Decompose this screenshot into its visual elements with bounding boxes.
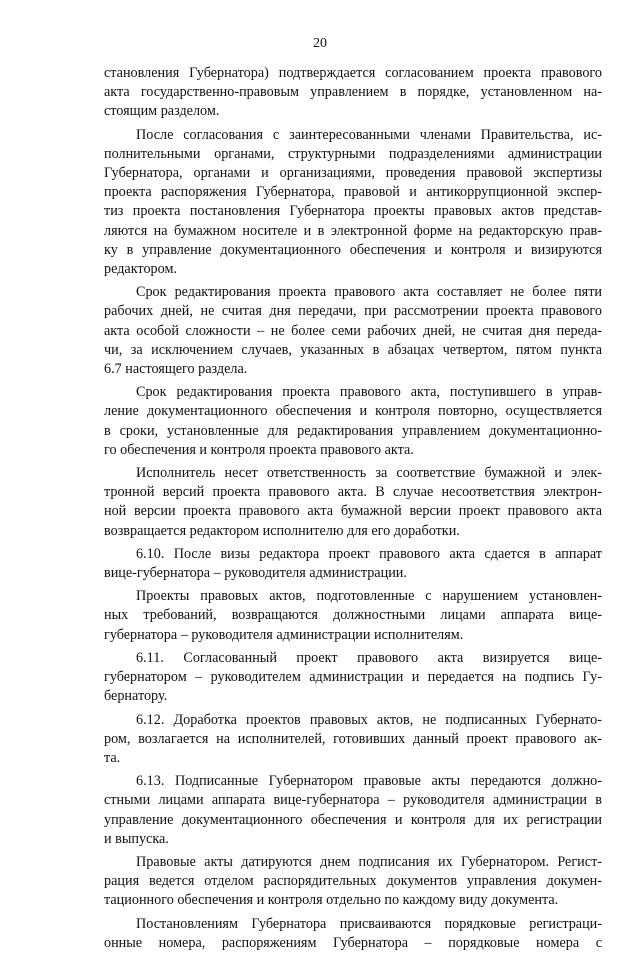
- paragraph: [104, 772, 602, 849]
- text-line: Срок редактирования проекта правового акта составляет не более пяти: [136, 284, 602, 301]
- text-line: акта особой сложности – не более семи рабочих дней, не считая дня переда-: [104, 322, 602, 339]
- paragraph: [104, 64, 602, 122]
- text-line: тиз проекта постановления Губернатора проекты правовых актов представ-: [104, 203, 602, 220]
- text-line: бернатору.: [104, 688, 168, 705]
- paragraph: [104, 126, 602, 280]
- page-number: 20: [313, 36, 327, 51]
- text-line: онные номера, распоряжениям Губернатора – порядковые номера с: [104, 934, 602, 951]
- text-line: 6.10. После визы редактора проект правового акта сдается в аппарат: [136, 545, 602, 562]
- text-line: губернатором – руководителем администрации и передается на подпись Гу-: [104, 669, 602, 686]
- paragraph: [104, 587, 602, 645]
- text-line: и выпуска.: [104, 830, 169, 847]
- text-line: стными лицами аппарата вице-губернатора – руководителя администрации в: [104, 792, 602, 809]
- paragraph: [104, 545, 602, 583]
- text-line: рабочих дней, не считая дня передачи, при рассмотрении проекта правового: [104, 303, 602, 320]
- text-line: акта государственно-правовым управлением в порядке, установленном на-: [104, 84, 602, 101]
- text-line: Постановлениям Губернатора присваиваются порядковые регистраци-: [136, 915, 602, 932]
- text-line: После согласования с заинтересованными членами Правительства, ис-: [136, 126, 602, 143]
- text-line: в сроки, установленные для редактирования управлением документационно-: [104, 422, 602, 439]
- text-line: ляются на бумажном носителе и в электронной форме на редакторскую прав-: [104, 222, 602, 239]
- text-line: полнительными органами, структурными подразделениями администрации: [104, 145, 602, 162]
- text-line: тронной версий проекта правового акта. В случае несоответствия электрон-: [104, 484, 602, 501]
- paragraph: [104, 383, 602, 460]
- text-line: редактором.: [104, 261, 177, 278]
- text-line: та.: [104, 749, 121, 766]
- paragraph: [104, 915, 602, 953]
- text-line: проекта распоряжения Губернатора, правовой и антикоррупционной экспер-: [104, 184, 602, 201]
- text-line: вице-губернатора – руководителя администрации.: [104, 565, 407, 582]
- text-line: ной версии проекта правового акта бумажной версии проект правового акта: [104, 503, 602, 520]
- text-line: возвращается редактором исполнителю для его доработки.: [104, 522, 460, 539]
- text-line: управление документационного обеспечения и контроля для их регистрации: [104, 811, 602, 828]
- text-line: стоящим разделом.: [104, 103, 220, 120]
- text-line: 6.13. Подписанные Губернатором правовые акты передаются должно-: [136, 773, 602, 790]
- text-line: ление документационного обеспечения и контроля повторно, осуществляется: [104, 403, 602, 420]
- text-line: ных требований, возвращаются должностными лицами аппарата вице-: [104, 607, 602, 624]
- text-line: ку в управление документационного обеспечения и контроля и визируются: [104, 241, 602, 258]
- text-line: Проекты правовых актов, подготовленные с нарушением установлен-: [136, 588, 602, 605]
- text-line: становления Губернатора) подтверждается согласованием проекта правового: [104, 65, 602, 81]
- text-line: губернатора – руководителя администрации исполнителям.: [104, 626, 464, 643]
- text-line: рация ведется отделом распорядительных документов управления докумен-: [104, 873, 602, 890]
- document-body: [104, 64, 602, 953]
- text-line: 6.11. Согласованный проект правового акта визируется вице-: [136, 649, 602, 666]
- paragraph: [104, 283, 602, 379]
- paragraph: [104, 649, 602, 707]
- text-line: чи, за исключением случаев, указанных в абзацах четвертом, пятом пункта: [104, 341, 602, 358]
- text-line: ром, возлагается на исполнителей, готовивших данный проект правового ак-: [104, 730, 602, 747]
- paragraph: [104, 464, 602, 541]
- text-line: Срок редактирования проекта правового акта, поступившего в управ-: [136, 384, 602, 401]
- text-line: Правовые акты датируются днем подписания их Губернатором. Регист-: [136, 853, 602, 870]
- text-line: Исполнитель несет ответственность за соответствие бумажной и элек-: [136, 465, 602, 482]
- text-line: Губернатора, органами и организациями, проведения правовой экспертизы: [104, 165, 602, 182]
- text-line: го обеспечения и контроля проекта правового акта.: [104, 441, 414, 458]
- paragraph: [104, 853, 602, 911]
- paragraph: [104, 711, 602, 769]
- text-line: тационного обеспечения и контроля отдельно по каждому виду документа.: [104, 892, 559, 909]
- text-line: 6.12. Доработка проектов правовых актов, не подписанных Губернато-: [136, 711, 602, 728]
- text-line: 6.7 настоящего раздела.: [104, 361, 248, 378]
